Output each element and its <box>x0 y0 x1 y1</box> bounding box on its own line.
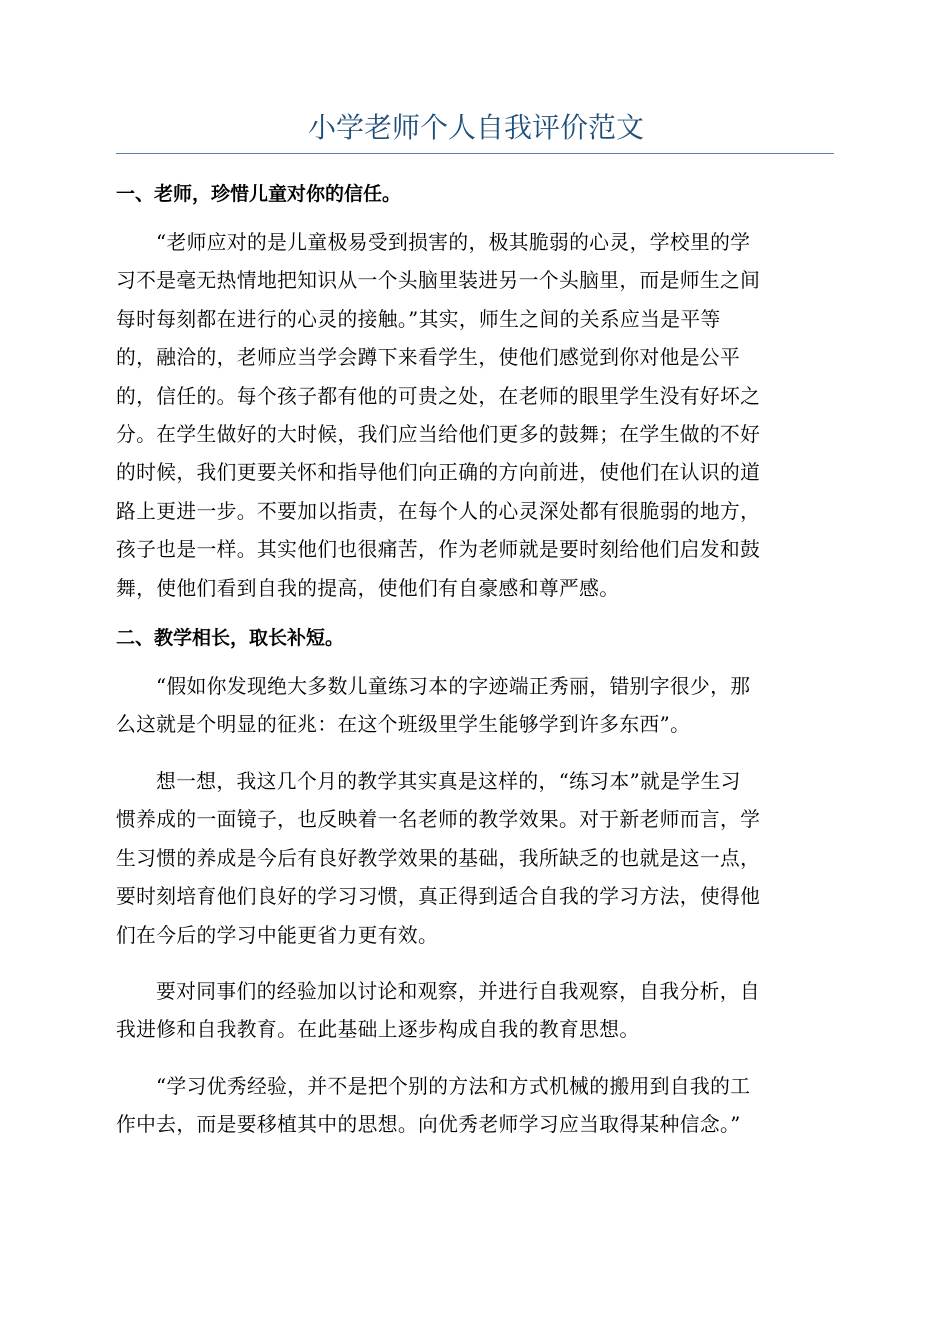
paragraph-line: 习不是毫无热情地把知识从一个头脑里装进另一个头脑里，而是师生之间 <box>116 269 761 293</box>
paragraph-line: 么这就是个明显的征兆：在这个班级里学生能够学到许多东西”。 <box>116 713 691 737</box>
paragraph-line: 孩子也是一样。其实他们也很痛苦，作为老师就是要时刻给他们启发和鼓 <box>116 538 761 562</box>
paragraph-line: 舞，使他们看到自我的提高，使他们有自豪感和尊严感。 <box>116 576 620 600</box>
document-title: 小学老师个人自我评价范文 <box>307 111 644 144</box>
section2-paragraph-3 <box>116 973 836 1050</box>
paragraph-line: 每时每刻都在进行的心灵的接触。”其实，师生之间的关系应当是平等 <box>116 307 721 331</box>
section2-paragraph-1 <box>116 668 836 745</box>
section-heading-1: 一、老师，珍惜儿童对你的信任。 <box>116 183 402 205</box>
paragraph-line: 作中去，而是要移植其中的思想。向优秀老师学习应当取得某种信念。” <box>116 1113 741 1137</box>
document-page <box>116 108 836 1145</box>
paragraph-line: 想一想，我这几个月的教学其实真是这样的，“练习本”就是学生习 <box>156 769 741 793</box>
title-underline <box>116 153 834 154</box>
section1-paragraph <box>116 224 836 608</box>
paragraph-line: 们在今后的学习中能更省力更有效。 <box>116 923 439 947</box>
paragraph-line: 分。在学生做好的大时候，我们应当给他们更多的鼓舞；在学生做的不好 <box>116 423 761 447</box>
paragraph-line: 要时刻培育他们良好的学习习惯，真正得到适合自我的学习方法，使得他 <box>116 885 761 909</box>
paragraph-line: 惯养成的一面镜子，也反映着一名老师的教学效果。对于新老师而言，学 <box>116 808 761 832</box>
paragraph-line: 要对同事们的经验加以讨论和观察，并进行自我观察，自我分析，自 <box>156 979 761 1003</box>
paragraph-line: 的时候，我们更要关怀和指导他们向正确的方向前进，使他们在认识的道 <box>116 461 761 485</box>
paragraph-line: 我进修和自我教育。在此基础上逐步构成自我的教育思想。 <box>116 1018 640 1042</box>
section2-paragraph-2 <box>116 763 836 955</box>
paragraph-line: “假如你发现绝大多数儿童练习本的字迹端正秀丽，错别字很少，那 <box>156 675 751 699</box>
section-heading-2: 二、教学相长，取长补短。 <box>116 627 345 650</box>
paragraph-line: 生习惯的养成是今后有良好教学效果的基础，我所缺乏的也就是这一点， <box>116 846 761 870</box>
section2-paragraph-4 <box>116 1068 836 1145</box>
paragraph-line: “老师应对的是儿童极易受到损害的，极其脆弱的心灵，学校里的学 <box>156 231 751 254</box>
paragraph-line: 路上更进一步。不要加以指责，在每个人的心灵深处都有很脆弱的地方， <box>116 499 761 523</box>
paragraph-line: 的，信任的。每个孩子都有他的可贵之处，在老师的眼里学生没有好坏之 <box>116 384 761 408</box>
paragraph-line: 的，融洽的，老师应当学会蹲下来看学生，使他们感觉到你对他是公平 <box>116 346 741 370</box>
paragraph-line: “学习优秀经验，并不是把个别的方法和方式机械的搬用到自我的工 <box>156 1074 751 1098</box>
